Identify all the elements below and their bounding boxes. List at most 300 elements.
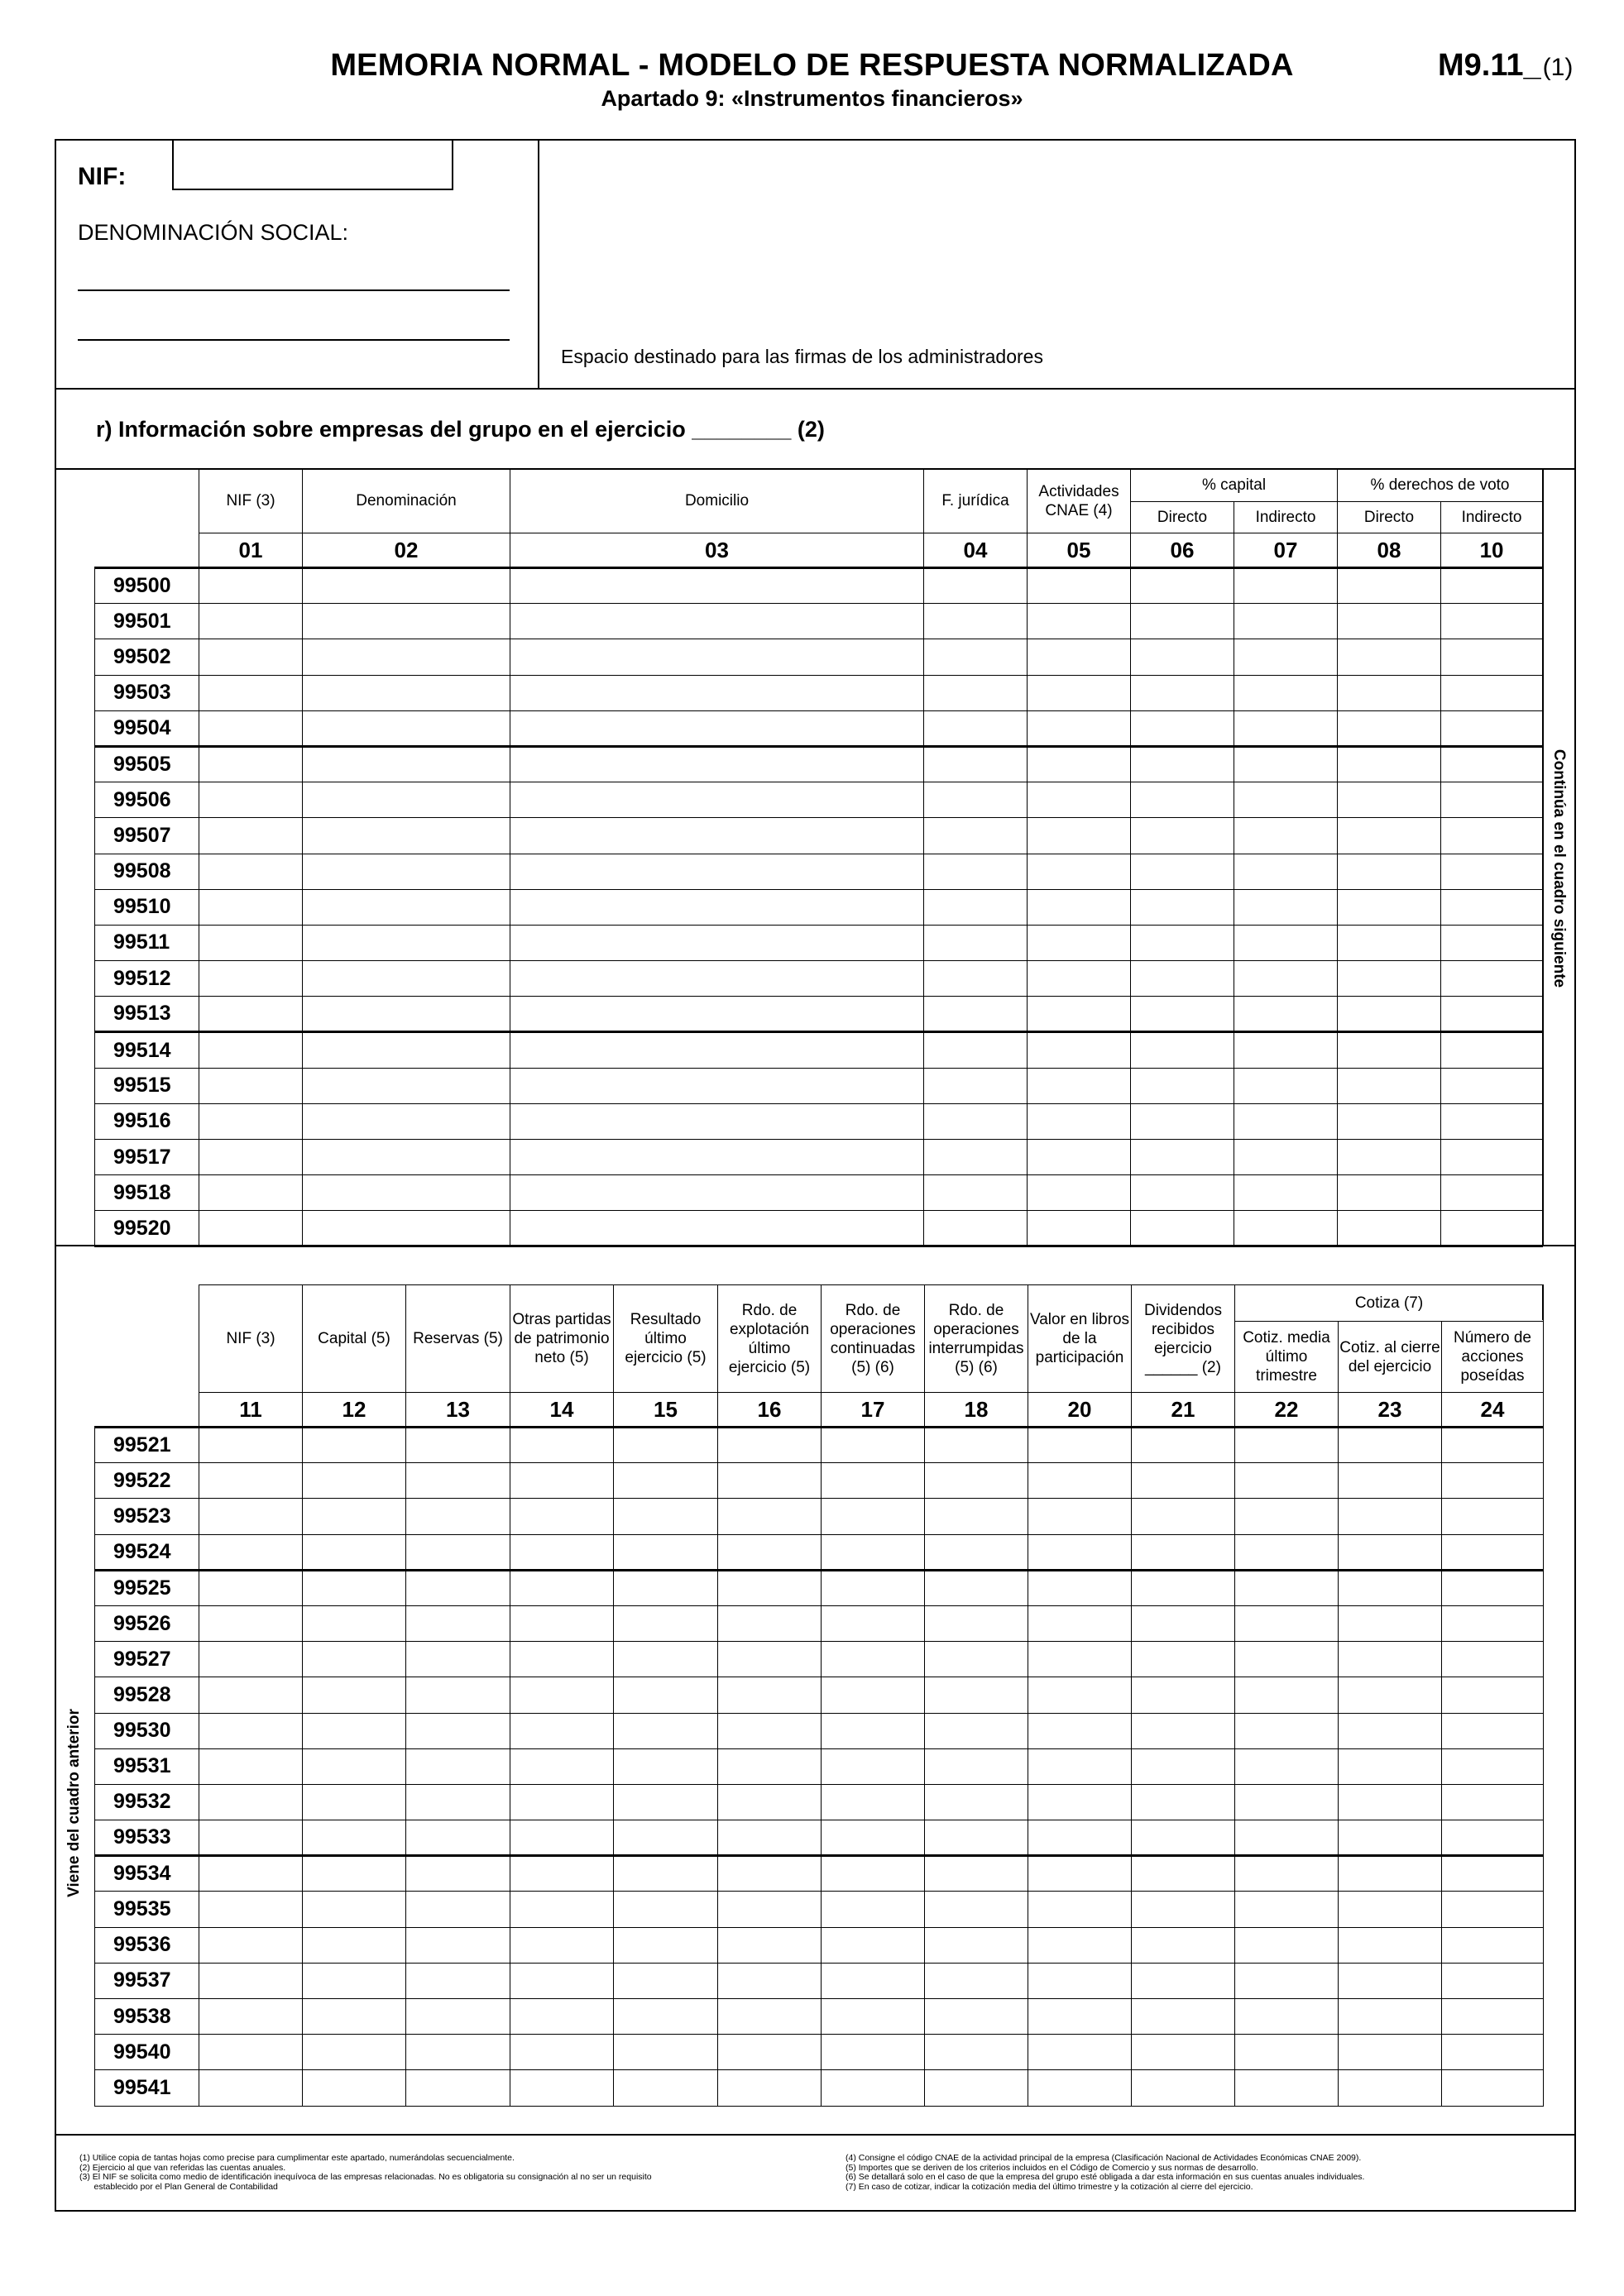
input-cell[interactable] <box>510 889 924 925</box>
input-cell[interactable] <box>718 1963 822 1998</box>
input-cell[interactable] <box>614 1463 718 1499</box>
input-cell[interactable] <box>1028 997 1131 1032</box>
input-cell[interactable] <box>924 997 1028 1032</box>
input-cell[interactable] <box>1132 2070 1235 2106</box>
input-cell[interactable] <box>303 1103 510 1139</box>
input-cell[interactable] <box>303 2035 406 2070</box>
input-cell[interactable] <box>1338 675 1441 710</box>
input-cell[interactable] <box>1028 1534 1132 1570</box>
input-cell[interactable] <box>303 782 510 818</box>
input-cell[interactable] <box>614 1748 718 1784</box>
input-cell[interactable] <box>1339 1784 1442 1820</box>
input-cell[interactable] <box>1235 1642 1339 1677</box>
input-cell[interactable] <box>1234 854 1338 889</box>
input-cell[interactable] <box>406 2070 510 2106</box>
input-cell[interactable] <box>1131 997 1234 1032</box>
input-cell[interactable] <box>1028 1605 1132 1641</box>
input-cell[interactable] <box>510 1820 614 1856</box>
input-cell[interactable] <box>822 1820 925 1856</box>
input-cell[interactable] <box>1131 1211 1234 1246</box>
input-cell[interactable] <box>303 1927 406 1963</box>
input-cell[interactable] <box>718 1677 822 1713</box>
input-cell[interactable] <box>1234 1068 1338 1103</box>
input-cell[interactable] <box>822 1570 925 1605</box>
input-cell[interactable] <box>303 997 510 1032</box>
input-cell[interactable] <box>1338 1103 1441 1139</box>
input-cell[interactable] <box>822 1428 925 1463</box>
input-cell[interactable] <box>1338 854 1441 889</box>
input-cell[interactable] <box>303 1677 406 1713</box>
input-cell[interactable] <box>303 1748 406 1784</box>
input-cell[interactable] <box>199 1677 303 1713</box>
input-cell[interactable] <box>406 1999 510 2035</box>
input-cell[interactable] <box>1338 1068 1441 1103</box>
input-cell[interactable] <box>1339 1999 1442 2035</box>
input-cell[interactable] <box>199 1534 303 1570</box>
input-cell[interactable] <box>1338 746 1441 782</box>
input-cell[interactable] <box>199 1463 303 1499</box>
input-cell[interactable] <box>1234 818 1338 854</box>
input-cell[interactable] <box>199 1499 303 1534</box>
input-cell[interactable] <box>1441 746 1543 782</box>
input-cell[interactable] <box>1028 1999 1132 2035</box>
input-cell[interactable] <box>718 1748 822 1784</box>
input-cell[interactable] <box>303 1856 406 1892</box>
input-cell[interactable] <box>1442 1463 1544 1499</box>
input-cell[interactable] <box>510 1463 614 1499</box>
input-cell[interactable] <box>1441 961 1543 997</box>
input-cell[interactable] <box>510 1428 614 1463</box>
input-cell[interactable] <box>1028 1103 1131 1139</box>
input-cell[interactable] <box>822 1999 925 2035</box>
input-cell[interactable] <box>1234 746 1338 782</box>
input-cell[interactable] <box>925 1570 1028 1605</box>
input-cell[interactable] <box>1028 639 1131 675</box>
input-cell[interactable] <box>1339 2035 1442 2070</box>
input-cell[interactable] <box>1235 2035 1339 2070</box>
input-cell[interactable] <box>199 1428 303 1463</box>
input-cell[interactable] <box>1131 1140 1234 1175</box>
input-cell[interactable] <box>925 1499 1028 1534</box>
input-cell[interactable] <box>303 1713 406 1748</box>
input-cell[interactable] <box>614 1784 718 1820</box>
input-cell[interactable] <box>1442 1892 1544 1927</box>
input-cell[interactable] <box>822 2070 925 2106</box>
input-cell[interactable] <box>510 1103 924 1139</box>
input-cell[interactable] <box>1131 710 1234 746</box>
input-cell[interactable] <box>1132 1820 1235 1856</box>
input-cell[interactable] <box>1339 1463 1442 1499</box>
input-cell[interactable] <box>718 1999 822 2035</box>
input-cell[interactable] <box>925 1677 1028 1713</box>
input-cell[interactable] <box>1441 1068 1543 1103</box>
input-cell[interactable] <box>406 1784 510 1820</box>
input-cell[interactable] <box>822 1748 925 1784</box>
input-cell[interactable] <box>510 1570 614 1605</box>
input-cell[interactable] <box>718 2070 822 2106</box>
input-cell[interactable] <box>1234 1032 1338 1068</box>
input-cell[interactable] <box>199 1927 303 1963</box>
input-cell[interactable] <box>924 1211 1028 1246</box>
input-cell[interactable] <box>1028 710 1131 746</box>
input-cell[interactable] <box>718 1713 822 1748</box>
input-cell[interactable] <box>1028 1677 1132 1713</box>
input-cell[interactable] <box>1132 1927 1235 1963</box>
input-cell[interactable] <box>510 639 924 675</box>
input-cell[interactable] <box>1234 961 1338 997</box>
input-cell[interactable] <box>1339 1856 1442 1892</box>
input-cell[interactable] <box>614 2035 718 2070</box>
input-cell[interactable] <box>199 1068 303 1103</box>
input-cell[interactable] <box>1234 1211 1338 1246</box>
input-cell[interactable] <box>1441 1103 1543 1139</box>
input-cell[interactable] <box>925 1856 1028 1892</box>
input-cell[interactable] <box>614 1892 718 1927</box>
input-cell[interactable] <box>822 1856 925 1892</box>
input-cell[interactable] <box>1338 1175 1441 1211</box>
input-cell[interactable] <box>510 1032 924 1068</box>
input-cell[interactable] <box>303 2070 406 2106</box>
input-cell[interactable] <box>1442 1927 1544 1963</box>
input-cell[interactable] <box>303 1534 406 1570</box>
input-cell[interactable] <box>1132 1784 1235 1820</box>
input-cell[interactable] <box>614 1677 718 1713</box>
input-cell[interactable] <box>718 1856 822 1892</box>
input-cell[interactable] <box>614 1856 718 1892</box>
input-cell[interactable] <box>510 1605 614 1641</box>
input-cell[interactable] <box>1235 1856 1339 1892</box>
input-cell[interactable] <box>199 2035 303 2070</box>
input-cell[interactable] <box>924 889 1028 925</box>
input-cell[interactable] <box>510 1856 614 1892</box>
input-cell[interactable] <box>1442 1748 1544 1784</box>
input-cell[interactable] <box>199 710 303 746</box>
input-cell[interactable] <box>303 1784 406 1820</box>
input-cell[interactable] <box>1028 675 1131 710</box>
input-cell[interactable] <box>1441 782 1543 818</box>
input-cell[interactable] <box>1338 997 1441 1032</box>
input-cell[interactable] <box>510 925 924 960</box>
input-cell[interactable] <box>510 710 924 746</box>
input-cell[interactable] <box>1339 1428 1442 1463</box>
input-cell[interactable] <box>1442 1642 1544 1677</box>
input-cell[interactable] <box>822 1713 925 1748</box>
input-cell[interactable] <box>1235 1570 1339 1605</box>
input-cell[interactable] <box>406 2035 510 2070</box>
input-cell[interactable] <box>614 1605 718 1641</box>
input-cell[interactable] <box>924 675 1028 710</box>
input-cell[interactable] <box>510 997 924 1032</box>
input-cell[interactable] <box>1339 2070 1442 2106</box>
input-cell[interactable] <box>510 818 924 854</box>
input-cell[interactable] <box>1338 818 1441 854</box>
input-cell[interactable] <box>303 889 510 925</box>
firmas-area[interactable]: Espacio destinado para las firmas de los administradores <box>561 346 1043 367</box>
input-cell[interactable] <box>199 889 303 925</box>
input-cell[interactable] <box>1028 1463 1132 1499</box>
input-cell[interactable] <box>510 2035 614 2070</box>
input-cell[interactable] <box>199 746 303 782</box>
input-cell[interactable] <box>199 1605 303 1641</box>
input-cell[interactable] <box>1028 1211 1131 1246</box>
input-cell[interactable] <box>924 568 1028 604</box>
input-cell[interactable] <box>1028 889 1131 925</box>
input-cell[interactable] <box>1132 1856 1235 1892</box>
input-cell[interactable] <box>199 1963 303 1998</box>
input-cell[interactable] <box>925 1784 1028 1820</box>
input-cell[interactable] <box>1028 1175 1131 1211</box>
input-cell[interactable] <box>1441 1140 1543 1175</box>
input-cell[interactable] <box>1234 639 1338 675</box>
input-cell[interactable] <box>718 1463 822 1499</box>
input-cell[interactable] <box>1028 1570 1132 1605</box>
input-cell[interactable] <box>199 568 303 604</box>
input-cell[interactable] <box>1132 1642 1235 1677</box>
input-cell[interactable] <box>199 604 303 639</box>
input-cell[interactable] <box>614 1570 718 1605</box>
input-cell[interactable] <box>303 1642 406 1677</box>
input-cell[interactable] <box>1131 568 1234 604</box>
input-cell[interactable] <box>303 1999 406 2035</box>
input-cell[interactable] <box>1235 1428 1339 1463</box>
input-cell[interactable] <box>510 675 924 710</box>
input-cell[interactable] <box>1132 1963 1235 1998</box>
input-cell[interactable] <box>303 1032 510 1068</box>
input-cell[interactable] <box>1028 568 1131 604</box>
input-cell[interactable] <box>199 1856 303 1892</box>
input-cell[interactable] <box>1441 1175 1543 1211</box>
input-cell[interactable] <box>1441 818 1543 854</box>
input-cell[interactable] <box>1234 675 1338 710</box>
input-cell[interactable] <box>199 1999 303 2035</box>
input-cell[interactable] <box>1441 710 1543 746</box>
input-cell[interactable] <box>1028 2035 1132 2070</box>
input-cell[interactable] <box>1234 889 1338 925</box>
input-cell[interactable] <box>925 2035 1028 2070</box>
input-cell[interactable] <box>510 1211 924 1246</box>
input-cell[interactable] <box>303 1820 406 1856</box>
input-cell[interactable] <box>1441 889 1543 925</box>
input-cell[interactable] <box>510 1892 614 1927</box>
input-cell[interactable] <box>510 854 924 889</box>
input-cell[interactable] <box>1442 1499 1544 1534</box>
input-cell[interactable] <box>1028 1963 1132 1998</box>
input-cell[interactable] <box>822 1642 925 1677</box>
input-cell[interactable] <box>1235 1499 1339 1534</box>
input-cell[interactable] <box>1234 568 1338 604</box>
input-cell[interactable] <box>199 818 303 854</box>
input-cell[interactable] <box>1441 997 1543 1032</box>
input-cell[interactable] <box>406 1463 510 1499</box>
input-cell[interactable] <box>924 639 1028 675</box>
input-cell[interactable] <box>924 925 1028 960</box>
input-cell[interactable] <box>925 1892 1028 1927</box>
input-cell[interactable] <box>199 1892 303 1927</box>
input-cell[interactable] <box>406 1428 510 1463</box>
input-cell[interactable] <box>1028 854 1131 889</box>
input-cell[interactable] <box>303 1892 406 1927</box>
input-cell[interactable] <box>199 782 303 818</box>
input-cell[interactable] <box>1234 997 1338 1032</box>
input-cell[interactable] <box>1131 604 1234 639</box>
input-cell[interactable] <box>1235 1677 1339 1713</box>
input-cell[interactable] <box>1028 2070 1132 2106</box>
input-cell[interactable] <box>303 1211 510 1246</box>
input-cell[interactable] <box>510 604 924 639</box>
input-cell[interactable] <box>822 1463 925 1499</box>
input-cell[interactable] <box>1339 1605 1442 1641</box>
input-cell[interactable] <box>1339 1570 1442 1605</box>
input-cell[interactable] <box>1339 1499 1442 1534</box>
input-cell[interactable] <box>614 2070 718 2106</box>
input-cell[interactable] <box>1338 1211 1441 1246</box>
input-cell[interactable] <box>718 1605 822 1641</box>
input-cell[interactable] <box>199 1713 303 1748</box>
input-cell[interactable] <box>1132 1605 1235 1641</box>
input-cell[interactable] <box>1339 1963 1442 1998</box>
input-cell[interactable] <box>1131 854 1234 889</box>
input-cell[interactable] <box>1131 925 1234 960</box>
input-cell[interactable] <box>1339 1820 1442 1856</box>
input-cell[interactable] <box>1028 746 1131 782</box>
input-cell[interactable] <box>925 1999 1028 2035</box>
input-cell[interactable] <box>822 2035 925 2070</box>
input-cell[interactable] <box>822 1963 925 1998</box>
input-cell[interactable] <box>925 1428 1028 1463</box>
input-cell[interactable] <box>614 1713 718 1748</box>
input-cell[interactable] <box>1132 1463 1235 1499</box>
input-cell[interactable] <box>510 1499 614 1534</box>
denominacion-field-line-1[interactable] <box>78 289 510 291</box>
input-cell[interactable] <box>199 997 303 1032</box>
input-cell[interactable] <box>1028 1892 1132 1927</box>
input-cell[interactable] <box>199 1211 303 1246</box>
input-cell[interactable] <box>1028 1820 1132 1856</box>
input-cell[interactable] <box>303 1068 510 1103</box>
input-cell[interactable] <box>822 1927 925 1963</box>
input-cell[interactable] <box>924 1140 1028 1175</box>
input-cell[interactable] <box>510 1713 614 1748</box>
input-cell[interactable] <box>925 1463 1028 1499</box>
nif-field[interactable] <box>172 139 453 190</box>
input-cell[interactable] <box>406 1713 510 1748</box>
input-cell[interactable] <box>199 1748 303 1784</box>
input-cell[interactable] <box>1028 818 1131 854</box>
input-cell[interactable] <box>303 710 510 746</box>
input-cell[interactable] <box>1235 1820 1339 1856</box>
input-cell[interactable] <box>1338 961 1441 997</box>
input-cell[interactable] <box>1131 1175 1234 1211</box>
input-cell[interactable] <box>1131 746 1234 782</box>
input-cell[interactable] <box>510 1748 614 1784</box>
input-cell[interactable] <box>199 2070 303 2106</box>
input-cell[interactable] <box>1131 889 1234 925</box>
input-cell[interactable] <box>924 1103 1028 1139</box>
input-cell[interactable] <box>199 1642 303 1677</box>
input-cell[interactable] <box>1234 1103 1338 1139</box>
input-cell[interactable] <box>718 1570 822 1605</box>
input-cell[interactable] <box>1338 604 1441 639</box>
input-cell[interactable] <box>406 1892 510 1927</box>
input-cell[interactable] <box>1339 1642 1442 1677</box>
input-cell[interactable] <box>1235 1713 1339 1748</box>
input-cell[interactable] <box>822 1534 925 1570</box>
input-cell[interactable] <box>718 1927 822 1963</box>
input-cell[interactable] <box>1442 1534 1544 1570</box>
input-cell[interactable] <box>303 818 510 854</box>
input-cell[interactable] <box>303 925 510 960</box>
input-cell[interactable] <box>1442 1605 1544 1641</box>
input-cell[interactable] <box>199 1570 303 1605</box>
input-cell[interactable] <box>1442 1999 1544 2035</box>
input-cell[interactable] <box>924 1175 1028 1211</box>
input-cell[interactable] <box>510 1963 614 1998</box>
input-cell[interactable] <box>1442 1784 1544 1820</box>
input-cell[interactable] <box>406 1820 510 1856</box>
input-cell[interactable] <box>406 1534 510 1570</box>
input-cell[interactable] <box>199 1820 303 1856</box>
input-cell[interactable] <box>718 1892 822 1927</box>
input-cell[interactable] <box>718 1784 822 1820</box>
input-cell[interactable] <box>924 604 1028 639</box>
input-cell[interactable] <box>1131 961 1234 997</box>
input-cell[interactable] <box>925 1748 1028 1784</box>
input-cell[interactable] <box>1235 2070 1339 2106</box>
input-cell[interactable] <box>1131 818 1234 854</box>
input-cell[interactable] <box>406 1748 510 1784</box>
input-cell[interactable] <box>510 1927 614 1963</box>
input-cell[interactable] <box>406 1927 510 1963</box>
input-cell[interactable] <box>303 961 510 997</box>
input-cell[interactable] <box>1028 961 1131 997</box>
input-cell[interactable] <box>1131 639 1234 675</box>
input-cell[interactable] <box>406 1605 510 1641</box>
input-cell[interactable] <box>1339 1927 1442 1963</box>
input-cell[interactable] <box>1131 1103 1234 1139</box>
input-cell[interactable] <box>199 675 303 710</box>
input-cell[interactable] <box>924 782 1028 818</box>
input-cell[interactable] <box>199 1784 303 1820</box>
input-cell[interactable] <box>925 1605 1028 1641</box>
input-cell[interactable] <box>1132 2035 1235 2070</box>
input-cell[interactable] <box>924 1032 1028 1068</box>
input-cell[interactable] <box>1028 1068 1131 1103</box>
input-cell[interactable] <box>303 1605 406 1641</box>
input-cell[interactable] <box>614 1963 718 1998</box>
input-cell[interactable] <box>1339 1892 1442 1927</box>
input-cell[interactable] <box>1131 675 1234 710</box>
input-cell[interactable] <box>1028 604 1131 639</box>
input-cell[interactable] <box>1028 782 1131 818</box>
input-cell[interactable] <box>303 1499 406 1534</box>
denominacion-field-line-2[interactable] <box>78 339 510 341</box>
input-cell[interactable] <box>1441 675 1543 710</box>
input-cell[interactable] <box>822 1677 925 1713</box>
input-cell[interactable] <box>303 604 510 639</box>
input-cell[interactable] <box>1131 1068 1234 1103</box>
input-cell[interactable] <box>303 1140 510 1175</box>
input-cell[interactable] <box>303 568 510 604</box>
input-cell[interactable] <box>822 1784 925 1820</box>
input-cell[interactable] <box>1441 1211 1543 1246</box>
input-cell[interactable] <box>1235 1605 1339 1641</box>
input-cell[interactable] <box>199 854 303 889</box>
input-cell[interactable] <box>1442 1570 1544 1605</box>
input-cell[interactable] <box>406 1499 510 1534</box>
input-cell[interactable] <box>303 854 510 889</box>
input-cell[interactable] <box>1442 1677 1544 1713</box>
input-cell[interactable] <box>510 1784 614 1820</box>
